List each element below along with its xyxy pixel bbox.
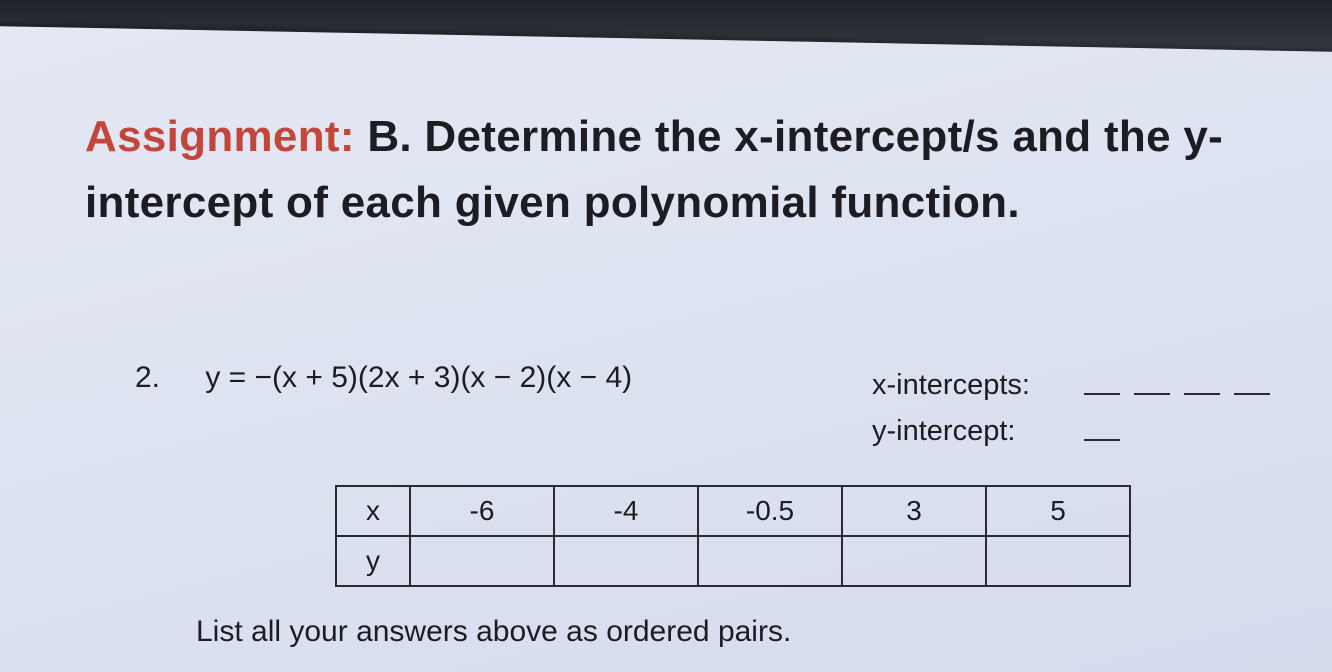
y-intercept-blank[interactable] bbox=[1084, 421, 1120, 441]
y-value-cell[interactable] bbox=[842, 536, 986, 586]
answer-blanks bbox=[872, 362, 1284, 454]
x-intercepts-row bbox=[872, 362, 1284, 408]
y-value-cell[interactable] bbox=[410, 536, 554, 586]
table-row-y bbox=[336, 536, 1130, 586]
y-value-cell[interactable] bbox=[554, 536, 698, 586]
assignment-label: Assignment: bbox=[85, 112, 355, 161]
y-intercept-row bbox=[872, 408, 1284, 454]
value-table bbox=[335, 485, 1131, 587]
assignment-instructions: B. Determine the x-intercept/s and the y-intercept of each given polynomial function. bbox=[85, 112, 1224, 227]
footer-instruction: List all your answers above as ordered pairs. bbox=[196, 615, 792, 648]
row-header-y: y bbox=[336, 536, 410, 586]
x-value-cell: -0.5 bbox=[698, 486, 842, 536]
x-value-cell: -4 bbox=[554, 486, 698, 536]
y-intercept-label: y-intercept: bbox=[872, 415, 1016, 447]
y-value-cell[interactable] bbox=[986, 536, 1130, 586]
x-intercept-blank[interactable] bbox=[1184, 375, 1220, 395]
y-value-cell[interactable] bbox=[698, 536, 842, 586]
x-intercepts-label: x-intercepts: bbox=[872, 369, 1030, 401]
polynomial-equation: y = −(x + 5)(2x + 3)(x − 2)(x − 4) bbox=[205, 361, 633, 394]
table-row-x bbox=[336, 486, 1130, 536]
x-intercept-blank[interactable] bbox=[1084, 375, 1120, 395]
row-header-x: x bbox=[336, 486, 410, 536]
assignment-heading bbox=[85, 104, 1285, 236]
x-intercept-blank[interactable] bbox=[1134, 375, 1170, 395]
x-value-cell: 3 bbox=[842, 486, 986, 536]
problem-2 bbox=[135, 361, 632, 395]
problem-number: 2. bbox=[135, 361, 161, 394]
x-intercept-blank[interactable] bbox=[1234, 375, 1270, 395]
x-value-cell: -6 bbox=[410, 486, 554, 536]
x-value-cell: 5 bbox=[986, 486, 1130, 536]
